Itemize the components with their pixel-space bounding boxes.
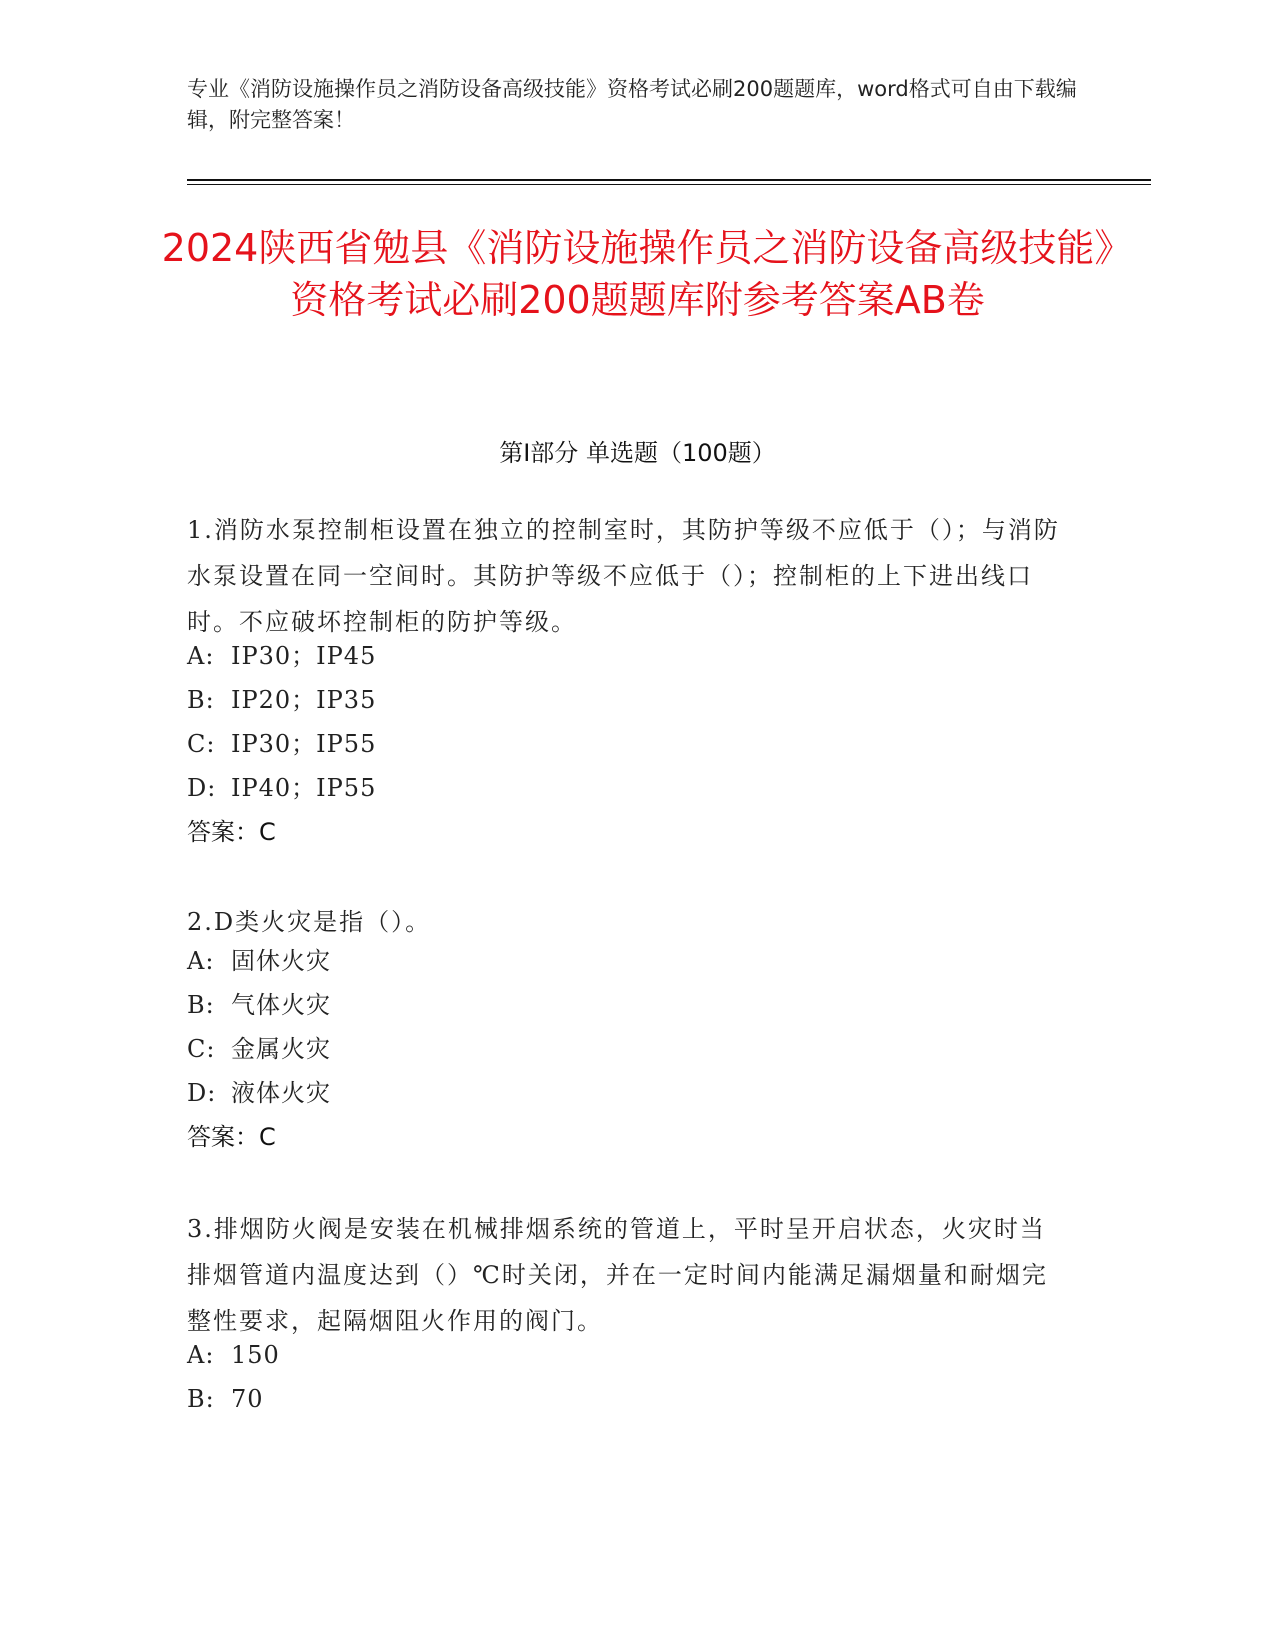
option-key: A: (187, 947, 215, 975)
option-text: 固休火灾 (231, 947, 331, 975)
option-key: B: (187, 1385, 215, 1413)
option-key: C: (187, 730, 216, 758)
option-d (187, 1078, 331, 1108)
document-title: 2024陕西省勉县《消防设施操作员之消防设备高级技能》资格考试必刷200题题库附参考答案AB卷 (161, 226, 1114, 322)
option-text: IP30；IP45 (231, 642, 377, 670)
option-c (187, 1034, 331, 1064)
question-stem: 3.排烟防火阀是安装在机械排烟系统的管道上，平时呈开启状态，火灾时当排烟管道内温度达到（）℃时关闭，并在一定时间内能满足漏烟量和耐烟完整性要求，起隔烟阻火作用的阀门。 (187, 1215, 1048, 1335)
option-b (187, 1384, 264, 1414)
question-stem: 2.D类火灾是指（）。 (187, 908, 432, 936)
option-b (187, 685, 376, 715)
header-rule (187, 179, 1151, 181)
option-key: A: (187, 1341, 215, 1369)
option-text: IP40；IP55 (231, 774, 377, 802)
answer: 答案：C (187, 818, 276, 846)
option-key: B: (187, 686, 215, 714)
header-note: 专业《消防设施操作员之消防设备高级技能》资格考试必刷200题题库，word格式可自由下载编辑，附完整答案！ (187, 77, 1077, 132)
option-text: 150 (231, 1341, 280, 1369)
question-stem: 1.消防水泵控制柜设置在独立的控制室时，其防护等级不应低于（）；与消防水泵设置在同一空间时。其防护等级不应低于（）；控制柜的上下进出线口时。不应破坏控制柜的防护等级。 (187, 516, 1060, 636)
option-key: D: (187, 1079, 217, 1107)
option-text: 金属火灾 (231, 1035, 331, 1063)
option-text: IP30；IP55 (231, 730, 377, 758)
option-a (187, 1340, 280, 1370)
option-a (187, 946, 331, 976)
option-a (187, 641, 376, 671)
option-text: 70 (231, 1385, 264, 1413)
answer: 答案：C (187, 1123, 276, 1151)
option-text: IP20；IP35 (231, 686, 377, 714)
option-text: 液体火灾 (231, 1079, 331, 1107)
option-b (187, 990, 331, 1020)
option-key: D: (187, 774, 217, 802)
option-c (187, 729, 376, 759)
option-d (187, 773, 376, 803)
option-key: A: (187, 642, 215, 670)
section-title: 第Ⅰ部分 单选题（100题） (499, 439, 776, 467)
option-key: C: (187, 1035, 216, 1063)
header-rule-thin (187, 184, 1151, 185)
option-text: 气体火灾 (231, 991, 331, 1019)
option-key: B: (187, 991, 215, 1019)
